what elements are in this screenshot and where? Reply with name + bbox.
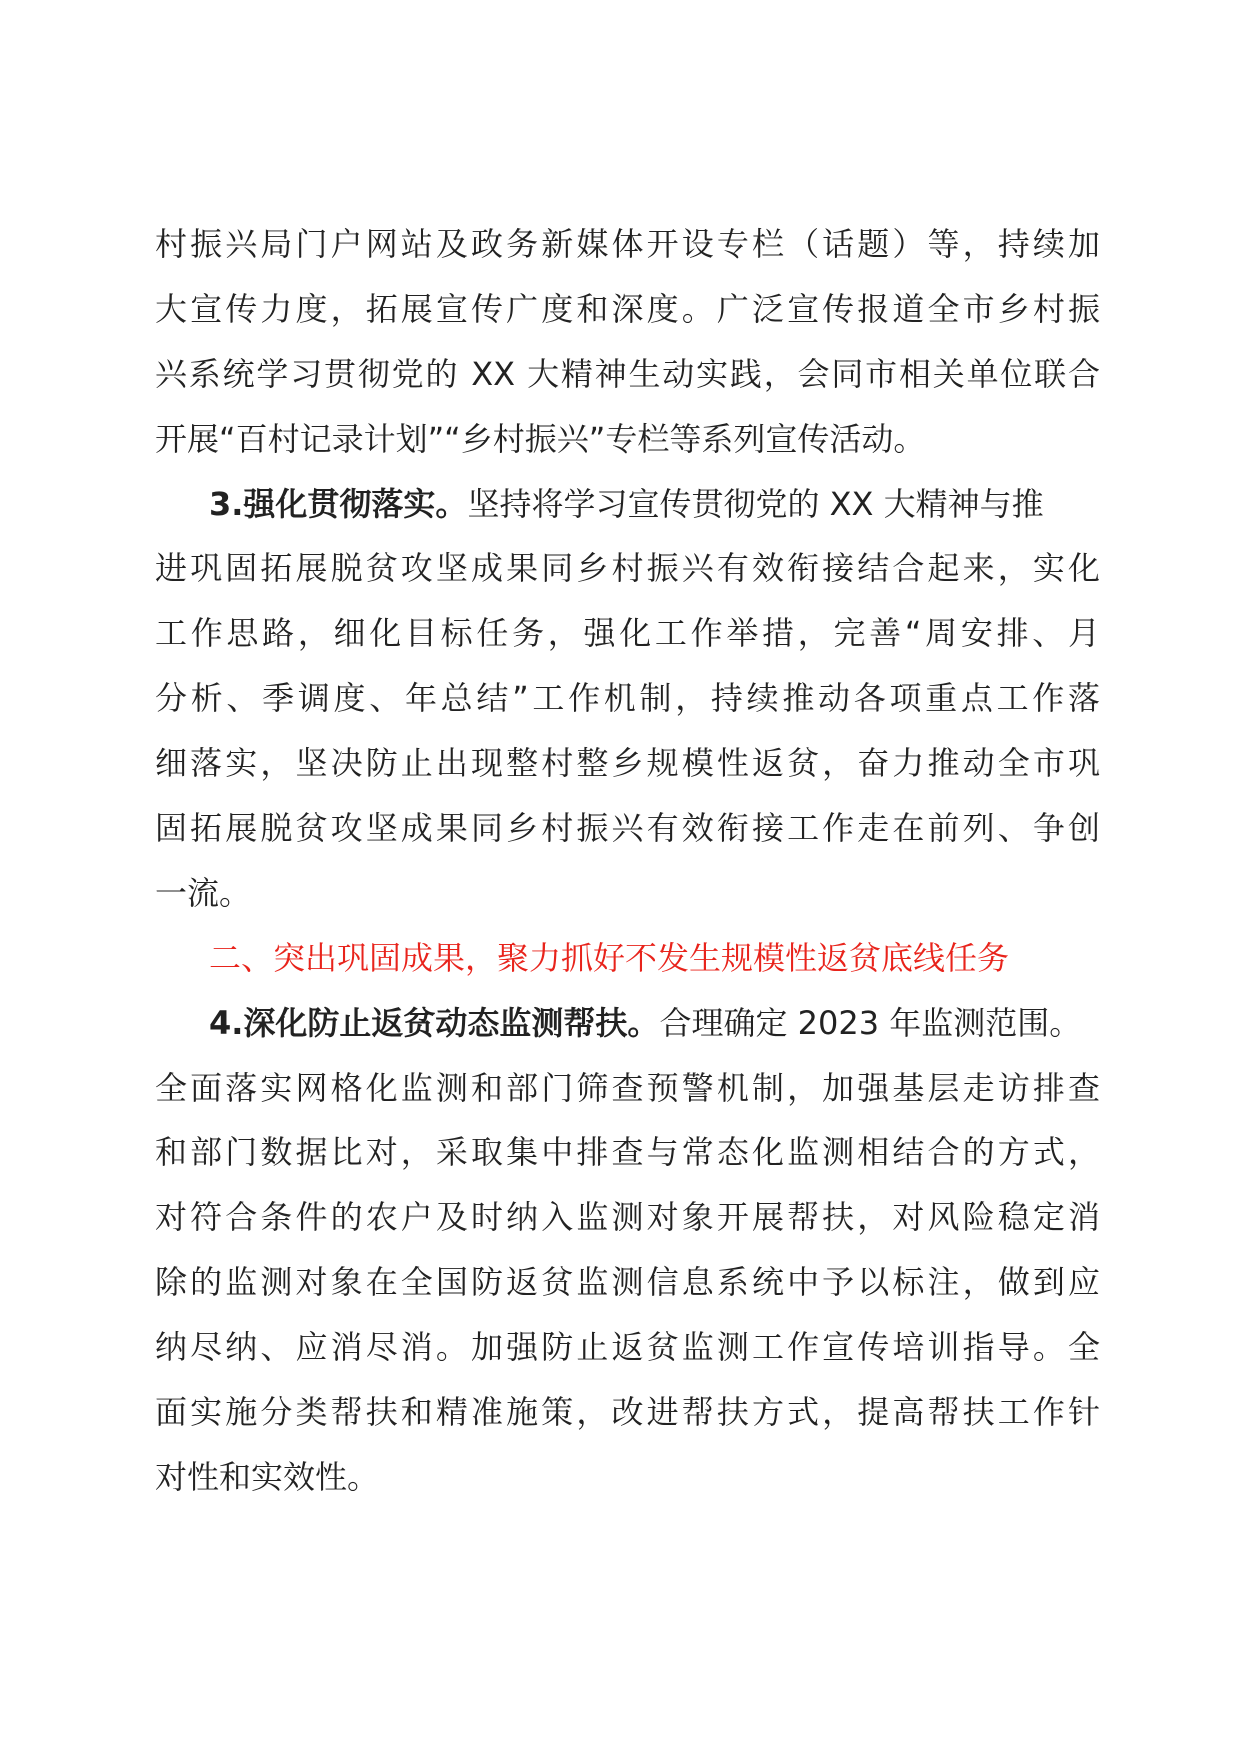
paragraph-publicity <box>155 212 1100 472</box>
text-line: 一流。 <box>155 873 252 912</box>
text-line: 对性和实效性。 <box>155 1457 380 1496</box>
text-line <box>155 991 1100 1056</box>
text-run: 坚持将学习宣传贯彻党的 XX 大精神与推 <box>467 484 1044 523</box>
text-line: 细落实，坚决防止出现整村整乡规模性返贫，奋力推动全市巩 <box>155 744 1100 783</box>
text-line: 工作思路，细化目标任务，强化工作举措，完善“周安排、月 <box>155 614 1100 653</box>
text-line <box>155 472 1100 537</box>
text-line: 大宣传力度，拓展宣传广度和深度。广泛宣传报道全市乡村振 <box>155 289 1100 328</box>
text-line: 全面落实网格化监测和部门筛查预警机制，加强基层走访排查 <box>155 1068 1100 1107</box>
section-heading-text: 二、突出巩固成果，聚力抓好不发生规模性返贫底线任务 <box>209 938 1010 977</box>
text-line: 纳尽纳、应消尽消。加强防止返贫监测工作宣传培训指导。全 <box>155 1328 1100 1367</box>
paragraph-implementation <box>155 472 1100 926</box>
section-lead: 3.强化贯彻落实。 <box>209 484 468 523</box>
text-line: 对符合条件的农户及时纳入监测对象开展帮扶，对风险稳定消 <box>155 1198 1100 1237</box>
text-line: 和部门数据比对，采取集中排查与常态化监测相结合的方式， <box>155 1133 1100 1172</box>
text-line: 兴系统学习贯彻党的 XX 大精神生动实践，会同市相关单位联合 <box>155 354 1100 393</box>
text-line: 面实施分类帮扶和精准施策，改进帮扶方式，提高帮扶工作针 <box>155 1393 1100 1432</box>
text-line: 进巩固拓展脱贫攻坚成果同乡村振兴有效衔接结合起来，实化 <box>155 549 1100 588</box>
text-line: 分析、季调度、年总结”工作机制，持续推动各项重点工作落 <box>155 679 1100 718</box>
document-page <box>155 212 1100 1510</box>
text-line: 除的监测对象在全国防返贫监测信息系统中予以标注，做到应 <box>155 1263 1100 1302</box>
section-lead: 4.深化防止返贫动态监测帮扶。 <box>209 1003 660 1042</box>
paragraph-monitoring <box>155 991 1100 1510</box>
section-heading <box>155 926 1100 991</box>
text-line: 固拓展脱贫攻坚成果同乡村振兴有效衔接工作走在前列、争创 <box>155 809 1100 848</box>
text-run: 合理确定 2023 年监测范围。 <box>659 1003 1082 1042</box>
text-line: 村振兴局门户网站及政务新媒体开设专栏（话题）等，持续加 <box>155 225 1100 263</box>
text-line: 开展“百村记录计划”“乡村振兴”专栏等系列宣传活动。 <box>155 419 926 458</box>
